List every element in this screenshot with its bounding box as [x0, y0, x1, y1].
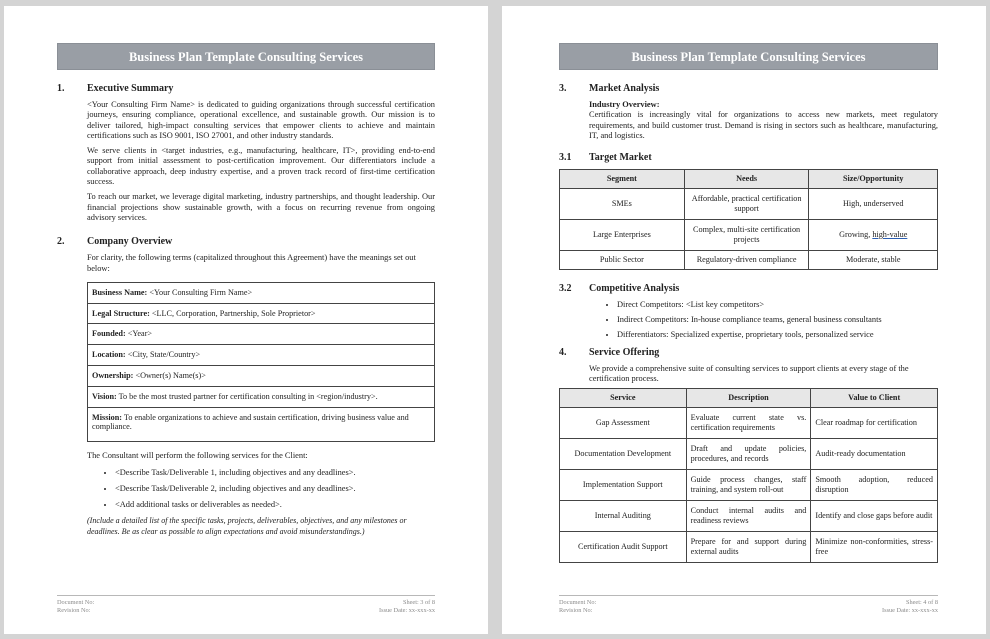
table-header-row [560, 389, 938, 408]
field-value: To be the most trusted partner for certification consulting in <region/industry>. [116, 391, 378, 401]
field-label: Mission: [92, 412, 123, 422]
table-row [560, 501, 938, 532]
sheet-number: Sheet: 4 of 8 [905, 599, 938, 606]
field-value: <LLC, Corporation, Partnership, Sole Proprietor> [149, 308, 316, 318]
list-item: • <Describe Task/Deliverable 1, including objectives and any deadlines>. [115, 468, 435, 478]
table-row [560, 250, 938, 269]
note-text: (Include a detailed list of the specific tasks, projects, deliverables, objectives, and any milestones or deadlines. Be as clear as possible to align expectations and avoid misunderstandings.) [87, 516, 407, 536]
paragraph: The Consultant will perform the following services for the Client: [87, 451, 308, 461]
section-title: Executive Summary [87, 83, 174, 94]
field-value: <Year> [125, 329, 153, 339]
page-banner: Business Plan Template Consulting Services [57, 43, 435, 70]
table-cell [88, 324, 435, 345]
page-4 [502, 6, 986, 634]
table-cell: Internal Auditing [560, 501, 687, 532]
table-cell: Public Sector [560, 250, 685, 269]
field-label: Ownership: [92, 371, 134, 381]
service-offering-table [559, 388, 938, 563]
section-number: 3. [559, 83, 567, 94]
table-row [88, 303, 435, 324]
table-row [88, 324, 435, 345]
section-heading-executive-summary [57, 83, 435, 94]
table-row [88, 345, 435, 366]
revision-number: Revision No: [57, 606, 91, 614]
section-title: Service Offering [589, 346, 660, 358]
table-cell: Smooth adoption, reduced disruption [811, 470, 938, 501]
table-cell: Implementation Support [560, 470, 687, 501]
paragraph: For clarity, the following terms (capitalized throughout this Agreement) have the meanings set out below: [87, 253, 416, 273]
column-header: Value to Client [811, 389, 938, 408]
table-cell: Certification Audit Support [560, 532, 687, 563]
section-number: 3.2 [559, 282, 572, 294]
company-details-table [87, 282, 435, 442]
table-row [88, 282, 435, 303]
field-label: Founded: [92, 329, 126, 339]
section-number: 1. [57, 83, 65, 94]
field-value: <Owner(s) Name(s)> [133, 371, 206, 381]
section-title: Market Analysis [589, 83, 660, 94]
section-title: Company Overview [87, 236, 173, 248]
table-header-row [560, 170, 938, 189]
section-number: 3.1 [559, 152, 572, 164]
column-header: Service [560, 389, 687, 408]
table-cell: High, underserved [809, 188, 938, 219]
section-title: Target Market [589, 152, 652, 164]
paragraph: Certification is increasingly vital for organizations to access new markets, meet regulatory requirements, and build customer trust. Demand is rising in sectors such as healthcare, manufacturing, IT, and logistics. [589, 110, 938, 140]
table-row [88, 366, 435, 387]
table-row [560, 439, 938, 470]
section-heading-competitive-analysis [559, 283, 938, 294]
paragraph: <Your Consulting Firm Name> is dedicated to guiding organizations through successful certification journeys, ensuring compliance, operational excellence, and sustainable growth. Our mission is to deliver tailored, high-impact consulting services that empower clients to achieve and maintain certifications such as ISO 9001, ISO 27001, and other industry standards. [87, 100, 435, 140]
size-text-highlight: high-value [872, 230, 908, 240]
target-market-table [559, 169, 938, 270]
paragraph: We provide a comprehensive suite of consulting services to support clients at every stage of the certification process. [589, 363, 909, 384]
issue-date: Issue Date: xx-xxx-xx [379, 606, 435, 614]
table-cell: Affordable, practical certification support [684, 188, 809, 219]
table-row [560, 470, 938, 501]
table-cell: Documentation Development [560, 439, 687, 470]
table-cell: Regulatory-driven compliance [684, 250, 809, 269]
service-offering-body [589, 364, 938, 385]
revision-number: Revision No: [559, 606, 593, 614]
company-overview-body [87, 253, 435, 537]
section-number: 4. [559, 346, 567, 358]
list-item: • Differentiators: Specialized expertise, proprietary tools, personalized service [617, 330, 938, 339]
table-cell [88, 345, 435, 366]
table-cell [88, 303, 435, 324]
field-value: To enable organizations to achieve and sustain certification, driving business value and compliance. [92, 412, 409, 432]
page-3 [4, 6, 488, 634]
field-value: <Your Consulting Firm Name> [147, 287, 253, 297]
table-cell: Minimize non-conformities, stress-free [811, 532, 938, 563]
table-cell: Evaluate current state vs. certification requirements [686, 408, 811, 439]
executive-summary-body [87, 100, 435, 223]
table-cell: Large Enterprises [560, 219, 685, 250]
table-cell: Moderate, stable [809, 250, 938, 269]
section-heading-service-offering [559, 347, 938, 358]
size-text: Growing, [839, 230, 873, 240]
issue-date: Issue Date: xx-xxx-xx [882, 606, 938, 614]
field-label: Legal Structure: [92, 308, 150, 318]
market-analysis-body [589, 100, 938, 141]
table-row [88, 386, 435, 407]
section-heading-target-market [559, 152, 938, 163]
table-cell [88, 366, 435, 387]
table-row [88, 407, 435, 442]
field-value: <City, State/Country> [125, 350, 201, 360]
page-footer [57, 595, 435, 614]
list-item: • <Describe Task/Deliverable 2, including objectives and any deadlines>. [115, 484, 435, 494]
table-cell: Identify and close gaps before audit [811, 501, 938, 532]
paragraph: To reach our market, we leverage digital marketing, industry partnerships, and thought leadership. Our financial projections show sustainable growth, with a focus on recurring revenue from ongoing advisory services. [87, 192, 435, 222]
table-cell [88, 407, 435, 442]
industry-overview-label: Industry Overview: [589, 100, 660, 109]
table-cell: Clear roadmap for certification [811, 408, 938, 439]
section-number: 2. [57, 236, 65, 248]
column-header: Description [686, 389, 811, 408]
page-footer [559, 595, 938, 614]
table-cell: Gap Assessment [560, 408, 687, 439]
list-item: • <Add additional tasks or deliverables as needed>. [115, 500, 435, 510]
field-label: Business Name: [92, 287, 148, 297]
table-cell: Conduct internal audits and readiness reviews [686, 501, 811, 532]
table-cell: Complex, multi-site certification projects [684, 219, 809, 250]
table-cell: SMEs [560, 188, 685, 219]
table-row [560, 408, 938, 439]
document-number: Document No: [57, 599, 95, 606]
column-header: Needs [684, 170, 809, 189]
list-item: • Direct Competitors: <List key competitors> [617, 300, 938, 309]
table-cell: Audit-ready documentation [811, 439, 938, 470]
competitors-list [559, 300, 938, 339]
document-number: Document No: [559, 599, 597, 606]
field-label: Location: [92, 350, 126, 360]
table-cell [88, 386, 435, 407]
table-cell: Prepare for and support during external audits [686, 532, 811, 563]
field-label: Vision: [92, 391, 117, 401]
section-heading-company-overview [57, 236, 435, 247]
section-title: Competitive Analysis [589, 282, 680, 294]
table-row [560, 188, 938, 219]
deliverables-list [87, 468, 435, 511]
column-header: Size/Opportunity [809, 170, 938, 189]
list-item: • Indirect Competitors: In-house compliance teams, general business consultants [617, 315, 938, 324]
column-header: Segment [560, 170, 685, 189]
table-row [560, 532, 938, 563]
table-cell [809, 219, 938, 250]
table-cell: Draft and update policies, procedures, and records [686, 439, 811, 470]
page-banner: Business Plan Template Consulting Services [559, 43, 938, 70]
page-3-content [57, 43, 435, 537]
section-heading-market-analysis [559, 83, 938, 94]
table-cell: Guide process changes, staff training, and system roll-out [686, 470, 811, 501]
page-4-content [559, 43, 938, 563]
sheet-number: Sheet: 3 of 8 [402, 599, 435, 606]
paragraph: We serve clients in <target industries, e.g., manufacturing, healthcare, IT>, providing end-to-end support from initial assessment to post-certification improvement. Our differentiators include a collaborative approach, deep industry expertise, and a proven track record of first-time certification success. [87, 146, 435, 187]
table-row [560, 219, 938, 250]
table-cell [88, 282, 435, 303]
